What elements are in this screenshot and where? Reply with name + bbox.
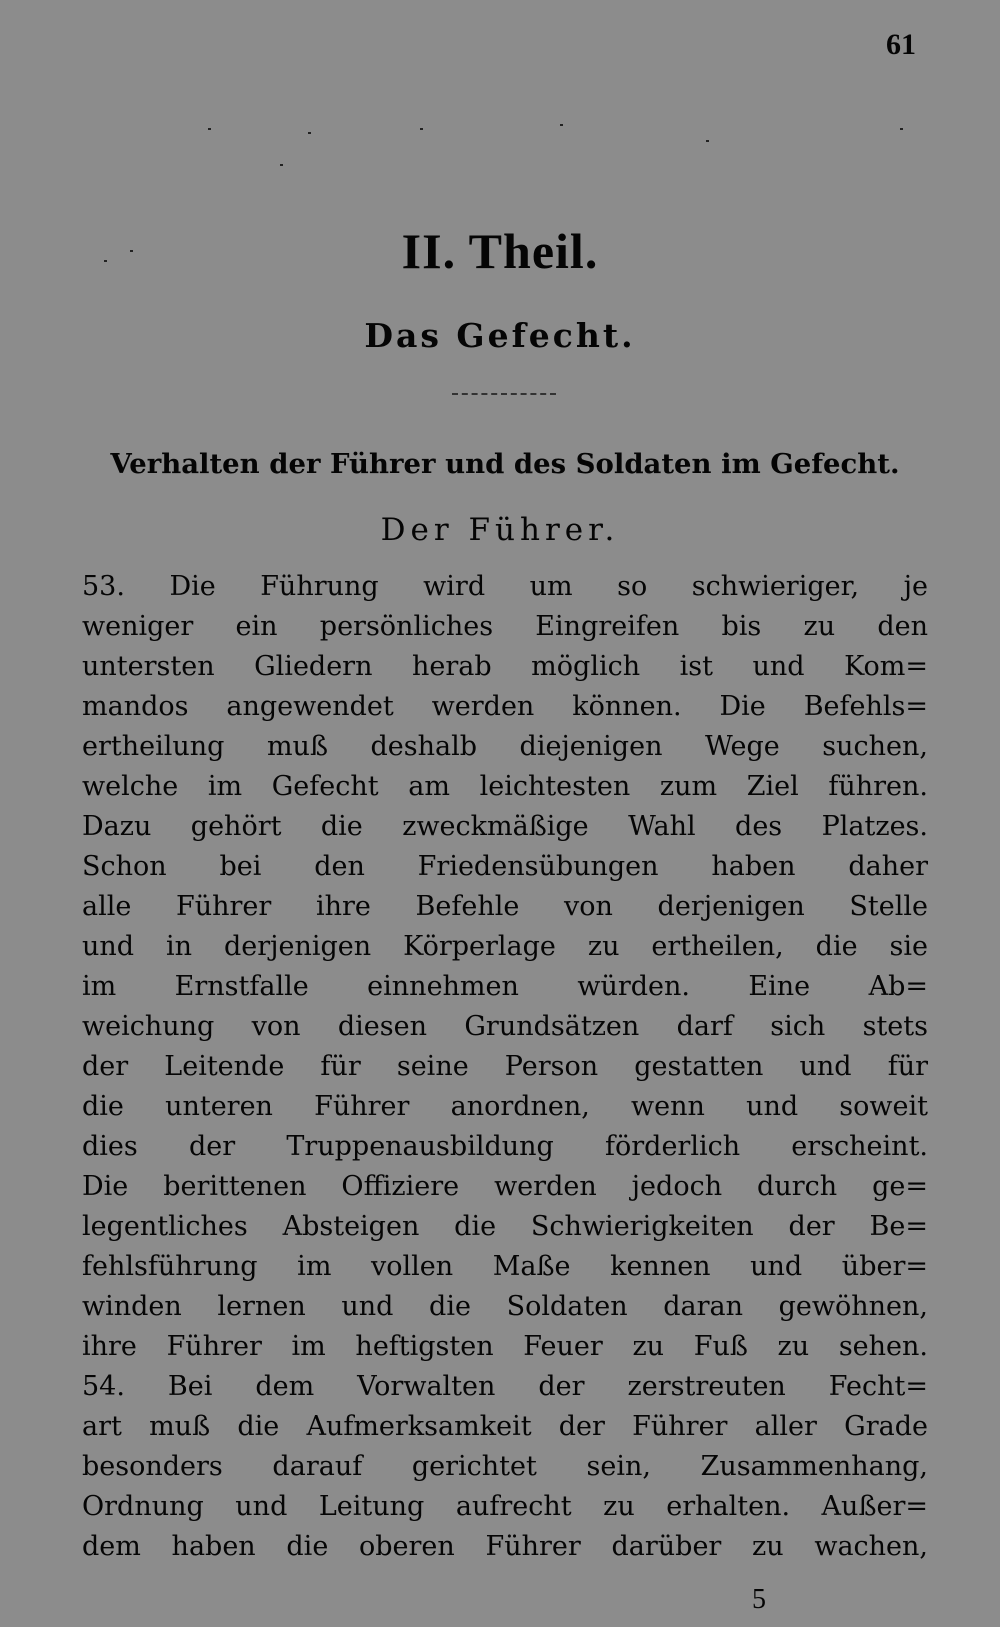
signature-mark: 5 [752, 1584, 766, 1615]
text-line: und in derjenigen Körperlage zu ertheilen, die sie [82, 931, 928, 962]
part-title: II. Theil. [401, 223, 599, 279]
page-number: 61 [886, 28, 916, 61]
text-line: alle Führer ihre Befehle von derjenigen Stelle [82, 891, 928, 922]
text-line: untersten Gliedern herab möglich ist und Kom= [82, 651, 928, 682]
section-title: Verhalten der Führer und des Soldaten im Gefecht. [110, 448, 900, 480]
text-line: dem haben die oberen Führer darüber zu wachen, [82, 1531, 928, 1562]
text-line: Schon bei den Friedensübungen haben daher [82, 851, 928, 882]
text-line: welche im Gefecht am leichtesten zum Ziel führen. [82, 771, 928, 802]
text-line: weichung von diesen Grundsätzen darf sich stets [82, 1011, 928, 1042]
text-line: Die berittenen Offiziere werden jedoch durch ge= [82, 1171, 928, 1202]
text-line: fehlsführung im vollen Maße kennen und über= [82, 1251, 928, 1282]
text-line: der Leitende für seine Person gestatten und für [82, 1051, 928, 1082]
text-line: ihre Führer im heftigsten Feuer zu Fuß zu sehen. [82, 1331, 928, 1362]
text-line: ertheilung muß deshalb diejenigen Wege suchen, [82, 731, 928, 762]
text-line: art muß die Aufmerksamkeit der Führer aller Grade [82, 1411, 928, 1442]
text-line: mandos angewendet werden können. Die Befehls= [82, 691, 928, 722]
text-line: legentliches Absteigen die Schwierigkeiten der Be= [82, 1211, 928, 1242]
text-line: Ordnung und Leitung aufrecht zu erhalten. Außer= [82, 1491, 928, 1522]
text-line: winden lernen und die Soldaten daran gewöhnen, [82, 1291, 928, 1322]
body-text [82, 567, 928, 1567]
text-line: 54. Bei dem Vorwalten der zerstreuten Fecht= [82, 1371, 928, 1402]
chapter-title: Das Gefecht. [364, 316, 636, 355]
text-line: dies der Truppenausbildung förderlich erscheint. [82, 1131, 928, 1162]
text-line: 53. Die Führung wird um so schwieriger, je [82, 571, 928, 602]
text-line: im Ernstfalle einnehmen würden. Eine Ab= [82, 971, 928, 1002]
section-divider [452, 393, 556, 395]
text-line: Dazu gehört die zweckmäßige Wahl des Platzes. [82, 811, 928, 842]
sub-title: Der Führer. [380, 512, 620, 548]
text-line: weniger ein persönliches Eingreifen bis zu den [82, 611, 928, 642]
text-line: besonders darauf gerichtet sein, Zusammenhang, [82, 1451, 928, 1482]
text-line: die unteren Führer anordnen, wenn und soweit [82, 1091, 928, 1122]
